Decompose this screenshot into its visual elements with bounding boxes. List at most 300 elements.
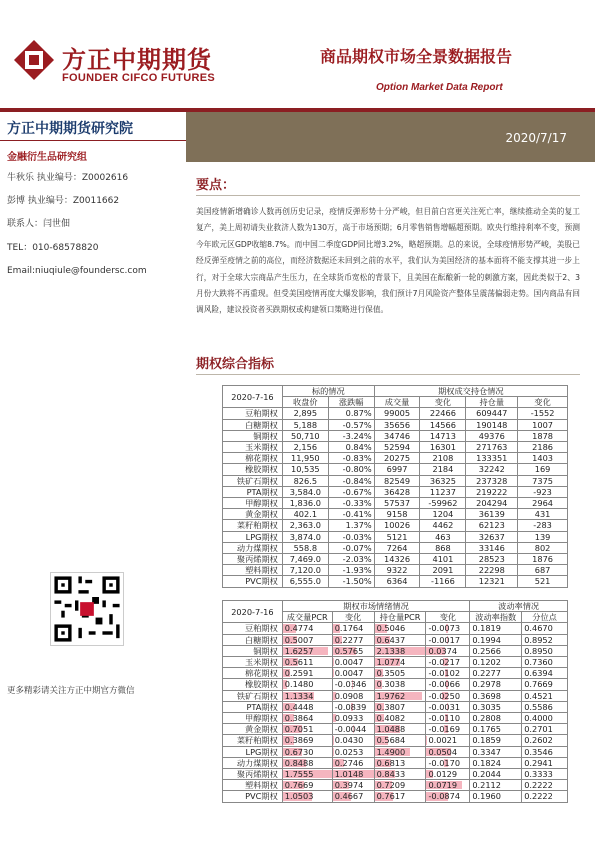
table-cell: -1.93% bbox=[328, 565, 374, 576]
report-date: 2020/7/17 bbox=[505, 131, 567, 145]
cell-value: -0.0250 bbox=[428, 690, 461, 701]
cell-value: 0.6437 bbox=[376, 634, 406, 645]
table-cell: 3,584.0 bbox=[282, 486, 328, 497]
cell-value: 0.5046 bbox=[376, 623, 406, 634]
option-name: 橡胶期权 bbox=[223, 464, 283, 475]
table-row bbox=[223, 713, 568, 724]
table-cell bbox=[332, 679, 374, 690]
table-cell: 2,895 bbox=[282, 408, 328, 419]
table-cell bbox=[426, 757, 470, 768]
cell-value: 0.2222 bbox=[524, 791, 553, 802]
option-name: 黄金期权 bbox=[223, 509, 283, 520]
table-cell: 52594 bbox=[374, 442, 420, 453]
table-cell bbox=[332, 634, 374, 645]
table-cell: 0.87% bbox=[328, 408, 374, 419]
table-cell bbox=[522, 657, 568, 668]
table2-group-volatility: 波动率情况 bbox=[470, 601, 568, 612]
table-cell: 99005 bbox=[374, 408, 420, 419]
key-points-divider bbox=[196, 195, 580, 196]
table-cell: -0.80% bbox=[328, 464, 374, 475]
table-cell bbox=[332, 724, 374, 735]
table-cell: 32242 bbox=[466, 464, 518, 475]
cell-value: 0.4670 bbox=[524, 623, 553, 634]
institute-title: 方正中期期货研究院 bbox=[7, 121, 133, 137]
option-name: PTA期权 bbox=[223, 701, 283, 712]
table-cell bbox=[332, 746, 374, 757]
table-cell bbox=[332, 757, 374, 768]
table-cell: 2091 bbox=[420, 565, 466, 576]
table-row bbox=[223, 757, 568, 768]
table-cell: 10026 bbox=[374, 520, 420, 531]
table-cell: -59962 bbox=[420, 498, 466, 509]
table1-column-header: 变化 bbox=[420, 397, 466, 408]
cell-value: -0.0169 bbox=[428, 724, 461, 735]
table-cell: 6,555.0 bbox=[282, 576, 328, 587]
table-row bbox=[223, 408, 568, 419]
cell-value: 0.0719 bbox=[428, 780, 458, 791]
qr-caption: 更多精彩请关注方正中期官方微信 bbox=[7, 686, 135, 696]
cell-value: 1.1334 bbox=[284, 690, 314, 701]
table-cell: 463 bbox=[420, 531, 466, 542]
table-cell bbox=[332, 690, 374, 701]
cell-value: -0.0170 bbox=[428, 757, 461, 768]
institute-divider bbox=[0, 140, 186, 141]
table-cell bbox=[374, 780, 426, 791]
table-cell bbox=[374, 645, 426, 656]
cell-value: 0.1764 bbox=[334, 623, 364, 634]
table-cell bbox=[522, 623, 568, 634]
cell-value: 0.4000 bbox=[524, 713, 553, 724]
cell-value: 0.2701 bbox=[524, 724, 553, 735]
table-cell bbox=[470, 746, 522, 757]
table-cell: 687 bbox=[518, 565, 568, 576]
table-cell: 4101 bbox=[420, 554, 466, 565]
table-cell bbox=[522, 780, 568, 791]
cell-value: 0.6813 bbox=[376, 757, 406, 768]
cell-value: 0.1994 bbox=[472, 634, 501, 645]
table-cell bbox=[470, 645, 522, 656]
table-cell: 1403 bbox=[518, 453, 568, 464]
table-cell bbox=[426, 645, 470, 656]
option-name: 铁矿石期权 bbox=[223, 690, 283, 701]
table-cell: 5121 bbox=[374, 531, 420, 542]
table-row bbox=[223, 509, 568, 520]
table-row bbox=[223, 430, 568, 441]
table-cell: 7375 bbox=[518, 475, 568, 486]
cell-value: -0.0346 bbox=[334, 679, 367, 690]
cell-value: 0.4667 bbox=[334, 791, 364, 802]
table1-column-header: 变化 bbox=[518, 397, 568, 408]
cell-value: 0.2112 bbox=[472, 780, 501, 791]
table-cell: 11237 bbox=[420, 486, 466, 497]
table-cell bbox=[374, 746, 426, 757]
table-cell bbox=[470, 757, 522, 768]
table-cell: 22298 bbox=[466, 565, 518, 576]
cell-value: -0.0874 bbox=[428, 791, 461, 802]
table-cell bbox=[374, 657, 426, 668]
option-name: PVC期权 bbox=[223, 791, 283, 802]
table-cell bbox=[426, 679, 470, 690]
table-cell: -1166 bbox=[420, 576, 466, 587]
cell-value: 0.2222 bbox=[524, 780, 553, 791]
table-row bbox=[223, 565, 568, 576]
table-cell bbox=[374, 701, 426, 712]
table-row bbox=[223, 576, 568, 587]
table-cell bbox=[282, 791, 332, 802]
cell-value: 0.3807 bbox=[376, 701, 406, 712]
option-name: 铁矿石期权 bbox=[223, 475, 283, 486]
cell-value: 0.3546 bbox=[524, 746, 553, 757]
table-row bbox=[223, 645, 568, 656]
table-cell: -3.24% bbox=[328, 430, 374, 441]
cell-value: 0.3869 bbox=[284, 735, 314, 746]
wechat-qr-code-icon bbox=[50, 572, 124, 646]
table-cell: 431 bbox=[518, 509, 568, 520]
table-cell: 133351 bbox=[466, 453, 518, 464]
cell-value: 0.3864 bbox=[284, 713, 314, 724]
cell-value: 0.2566 bbox=[472, 645, 501, 656]
table-cell: 7,469.0 bbox=[282, 554, 328, 565]
table-cell bbox=[426, 780, 470, 791]
table-cell: -0.57% bbox=[328, 419, 374, 430]
cell-value: 0.3333 bbox=[524, 769, 553, 780]
table-cell: 28523 bbox=[466, 554, 518, 565]
table2-column-header: 变化 bbox=[332, 612, 374, 623]
table-row bbox=[223, 554, 568, 565]
table1-group-underlying: 标的情况 bbox=[282, 386, 374, 397]
table-cell bbox=[522, 713, 568, 724]
cell-value: 1.0148 bbox=[334, 769, 364, 780]
table-cell bbox=[470, 701, 522, 712]
table-cell: 826.5 bbox=[282, 475, 328, 486]
table2-column-header: 成交量PCR bbox=[282, 612, 332, 623]
table-row bbox=[223, 780, 568, 791]
table-cell: -2.03% bbox=[328, 554, 374, 565]
table-cell bbox=[374, 713, 426, 724]
table-cell bbox=[374, 735, 426, 746]
table1-column-header: 成交量 bbox=[374, 397, 420, 408]
table-cell: -0.41% bbox=[328, 509, 374, 520]
table-cell: 1.37% bbox=[328, 520, 374, 531]
table-cell: 6364 bbox=[374, 576, 420, 587]
table-cell: 57537 bbox=[374, 498, 420, 509]
table-cell bbox=[426, 724, 470, 735]
table-cell: -0.67% bbox=[328, 486, 374, 497]
cell-value: 0.8950 bbox=[524, 645, 553, 656]
report-subtitle: Option Market Data Report bbox=[376, 82, 503, 93]
cell-value: 0.4448 bbox=[284, 701, 314, 712]
table-row bbox=[223, 442, 568, 453]
option-name: 玉米期权 bbox=[223, 442, 283, 453]
table-cell bbox=[470, 634, 522, 645]
table-cell bbox=[332, 645, 374, 656]
table-cell: 5,188 bbox=[282, 419, 328, 430]
table-cell: 2108 bbox=[420, 453, 466, 464]
table-cell: 50,710 bbox=[282, 430, 328, 441]
cell-value: 0.0504 bbox=[428, 746, 458, 757]
cell-value: 1.4900 bbox=[376, 746, 406, 757]
analyst-2: 彭博 执业编号：Z0011662 bbox=[7, 196, 120, 206]
cell-value: 0.5611 bbox=[284, 657, 314, 668]
table-cell bbox=[470, 657, 522, 668]
founder-logo-icon bbox=[12, 38, 56, 82]
cell-value: 0.1819 bbox=[472, 623, 501, 634]
table-cell bbox=[426, 769, 470, 780]
table-cell bbox=[426, 701, 470, 712]
table-cell bbox=[522, 746, 568, 757]
cell-value: 0.7051 bbox=[284, 724, 314, 735]
cell-value: 0.8433 bbox=[376, 769, 406, 780]
table-row bbox=[223, 475, 568, 486]
table-row bbox=[223, 498, 568, 509]
indicators-title: 期权综合指标 bbox=[196, 357, 275, 372]
table-cell: 14566 bbox=[420, 419, 466, 430]
cell-value: 0.1824 bbox=[472, 757, 501, 768]
table-cell: 22466 bbox=[420, 408, 466, 419]
key-points-title: 要点： bbox=[196, 178, 236, 193]
table1-date: 2020-7-16 bbox=[223, 386, 283, 408]
table-cell bbox=[282, 757, 332, 768]
table-cell bbox=[374, 724, 426, 735]
table-cell: 14326 bbox=[374, 554, 420, 565]
cell-value: 1.9762 bbox=[376, 690, 406, 701]
table-cell: 36428 bbox=[374, 486, 420, 497]
table-cell: 11,950 bbox=[282, 453, 328, 464]
option-name: 豆粕期权 bbox=[223, 623, 283, 634]
table-cell bbox=[282, 690, 332, 701]
table-row bbox=[223, 724, 568, 735]
contact-phone: TEL：010-68578820 bbox=[7, 243, 99, 253]
table-row bbox=[223, 657, 568, 668]
option-name: 白糖期权 bbox=[223, 634, 283, 645]
table-row bbox=[223, 668, 568, 679]
table-cell bbox=[426, 713, 470, 724]
table-cell: 190148 bbox=[466, 419, 518, 430]
table-cell: 402.1 bbox=[282, 509, 328, 520]
table-cell bbox=[426, 746, 470, 757]
cell-value: 1.0503 bbox=[284, 791, 314, 802]
cell-value: 0.8488 bbox=[284, 757, 314, 768]
cell-value: 0.7669 bbox=[524, 679, 553, 690]
trading-position-table bbox=[222, 385, 568, 588]
cell-value: 1.7555 bbox=[284, 769, 314, 780]
table-cell: 10,535 bbox=[282, 464, 328, 475]
table-cell: 2184 bbox=[420, 464, 466, 475]
table-cell: -0.07% bbox=[328, 542, 374, 553]
table-cell bbox=[374, 769, 426, 780]
table-cell bbox=[332, 769, 374, 780]
table-cell: 3,874.0 bbox=[282, 531, 328, 542]
table-cell bbox=[282, 746, 332, 757]
table-cell bbox=[426, 791, 470, 802]
option-name: 动力煤期权 bbox=[223, 757, 283, 768]
cell-value: 0.2277 bbox=[472, 668, 501, 679]
table-cell: 7264 bbox=[374, 542, 420, 553]
cell-value: 0.4082 bbox=[376, 713, 406, 724]
table-cell bbox=[282, 645, 332, 656]
cell-value: 0.2808 bbox=[472, 713, 501, 724]
option-name: 铜期权 bbox=[223, 430, 283, 441]
cell-value: 0.0021 bbox=[428, 735, 458, 746]
value-bar bbox=[333, 748, 334, 756]
table2-column-header: 波动率指数 bbox=[470, 612, 522, 623]
table-row bbox=[223, 701, 568, 712]
cell-value: 0.2941 bbox=[524, 757, 553, 768]
table-cell: 9158 bbox=[374, 509, 420, 520]
table-cell: 1007 bbox=[518, 419, 568, 430]
cell-value: 0.1859 bbox=[472, 735, 501, 746]
cell-value: 0.5007 bbox=[284, 634, 314, 645]
table-row bbox=[223, 531, 568, 542]
table2-date: 2020-7-16 bbox=[223, 601, 283, 623]
table-cell bbox=[426, 690, 470, 701]
table-cell bbox=[282, 657, 332, 668]
cell-value: -0.0066 bbox=[428, 679, 461, 690]
table2-column-header: 变化 bbox=[426, 612, 470, 623]
cell-value: 0.5684 bbox=[376, 735, 406, 746]
table-cell: 237328 bbox=[466, 475, 518, 486]
table-cell: -923 bbox=[518, 486, 568, 497]
table-cell: 2964 bbox=[518, 498, 568, 509]
cell-value: -0.0217 bbox=[428, 657, 461, 668]
cell-value: -0.0031 bbox=[428, 701, 461, 712]
option-name: 塑料期权 bbox=[223, 565, 283, 576]
table-cell: 32637 bbox=[466, 531, 518, 542]
table-cell bbox=[470, 791, 522, 802]
cell-value: 0.2978 bbox=[472, 679, 501, 690]
table-cell bbox=[470, 724, 522, 735]
table-cell bbox=[282, 713, 332, 724]
research-group: 金融衍生品研究组 bbox=[7, 152, 87, 163]
table-row bbox=[223, 542, 568, 553]
table-cell: 1876 bbox=[518, 554, 568, 565]
table-cell bbox=[332, 791, 374, 802]
date-band bbox=[186, 112, 595, 162]
table-row bbox=[223, 746, 568, 757]
cell-value: 0.0430 bbox=[334, 735, 364, 746]
table-cell: -0.84% bbox=[328, 475, 374, 486]
cell-value: 0.5586 bbox=[524, 701, 553, 712]
table-cell bbox=[282, 735, 332, 746]
table-row bbox=[223, 453, 568, 464]
cell-value: 0.3974 bbox=[334, 780, 364, 791]
table-cell bbox=[332, 735, 374, 746]
option-name: 白糖期权 bbox=[223, 419, 283, 430]
table-cell: 558.8 bbox=[282, 542, 328, 553]
table-cell: -0.83% bbox=[328, 453, 374, 464]
table-cell: 1204 bbox=[420, 509, 466, 520]
brand-name-en: FOUNDER CIFCO FUTURES bbox=[62, 72, 215, 84]
table-cell bbox=[470, 668, 522, 679]
table-cell: -283 bbox=[518, 520, 568, 531]
table-cell: 36325 bbox=[420, 475, 466, 486]
table-cell: 169 bbox=[518, 464, 568, 475]
cell-value: 0.7669 bbox=[284, 780, 314, 791]
table-row bbox=[223, 679, 568, 690]
option-name: 聚丙烯期权 bbox=[223, 554, 283, 565]
table-cell: -1552 bbox=[518, 408, 568, 419]
table-cell bbox=[522, 757, 568, 768]
table-cell bbox=[470, 735, 522, 746]
cell-value: 0.7617 bbox=[376, 791, 406, 802]
table-cell bbox=[282, 769, 332, 780]
cell-value: -0.0073 bbox=[428, 623, 461, 634]
table-cell: -1.50% bbox=[328, 576, 374, 587]
table2-column-header: 分位点 bbox=[522, 612, 568, 623]
table-cell bbox=[282, 780, 332, 791]
cell-value: -0.0110 bbox=[428, 713, 461, 724]
table-cell bbox=[470, 780, 522, 791]
cell-value: 0.0253 bbox=[334, 746, 364, 757]
cell-value: 0.3505 bbox=[376, 668, 406, 679]
table-cell: 4462 bbox=[420, 520, 466, 531]
cell-value: 0.1765 bbox=[472, 724, 501, 735]
cell-value: 0.1480 bbox=[284, 679, 314, 690]
table-cell bbox=[332, 668, 374, 679]
cell-value: -0.0017 bbox=[428, 634, 461, 645]
option-name: 棉花期权 bbox=[223, 668, 283, 679]
table-cell bbox=[332, 623, 374, 634]
table-cell: 49376 bbox=[466, 430, 518, 441]
table-cell: 868 bbox=[420, 542, 466, 553]
table-cell: -0.03% bbox=[328, 531, 374, 542]
table-cell bbox=[522, 724, 568, 735]
table-cell: 1878 bbox=[518, 430, 568, 441]
cell-value: -0.0102 bbox=[428, 668, 461, 679]
option-name: LPG期权 bbox=[223, 746, 283, 757]
table-cell bbox=[522, 690, 568, 701]
analyst-1: 牛秋乐 执业编号：Z0002616 bbox=[7, 173, 129, 183]
table-cell bbox=[282, 701, 332, 712]
table-cell: 139 bbox=[518, 531, 568, 542]
cell-value: 0.2602 bbox=[524, 735, 553, 746]
report-title: 商品期权市场全景数据报告 bbox=[320, 47, 513, 66]
option-name: 黄金期权 bbox=[223, 724, 283, 735]
indicators-divider bbox=[196, 374, 580, 375]
table-cell: 609447 bbox=[466, 408, 518, 419]
option-name: 橡胶期权 bbox=[223, 679, 283, 690]
cell-value: 0.2746 bbox=[334, 757, 364, 768]
table-cell bbox=[470, 713, 522, 724]
option-name: 棉花期权 bbox=[223, 453, 283, 464]
table-cell: 2,363.0 bbox=[282, 520, 328, 531]
table-cell: 1,836.0 bbox=[282, 498, 328, 509]
cell-value: 0.1202 bbox=[472, 657, 501, 668]
option-name: 菜籽粕期权 bbox=[223, 735, 283, 746]
table2-group-sentiment: 期权市场情绪情况 bbox=[282, 601, 470, 612]
table-cell bbox=[522, 735, 568, 746]
table-row bbox=[223, 634, 568, 645]
cell-value: 0.7360 bbox=[524, 657, 553, 668]
table-cell bbox=[374, 634, 426, 645]
table-row bbox=[223, 623, 568, 634]
cell-value: 1.0774 bbox=[376, 657, 406, 668]
cell-value: 0.3347 bbox=[472, 746, 501, 757]
table-cell: 35656 bbox=[374, 419, 420, 430]
table-cell: 12321 bbox=[466, 576, 518, 587]
table-cell: 219222 bbox=[466, 486, 518, 497]
table-cell bbox=[282, 679, 332, 690]
cell-value: 0.1960 bbox=[472, 791, 501, 802]
option-name: LPG期权 bbox=[223, 531, 283, 542]
cell-value: 0.2044 bbox=[472, 769, 501, 780]
brand-name-cn: 方正中期期货 bbox=[62, 46, 212, 74]
table-cell bbox=[426, 657, 470, 668]
table-cell: 6997 bbox=[374, 464, 420, 475]
table-cell bbox=[522, 634, 568, 645]
table-row bbox=[223, 419, 568, 430]
table-cell bbox=[374, 679, 426, 690]
